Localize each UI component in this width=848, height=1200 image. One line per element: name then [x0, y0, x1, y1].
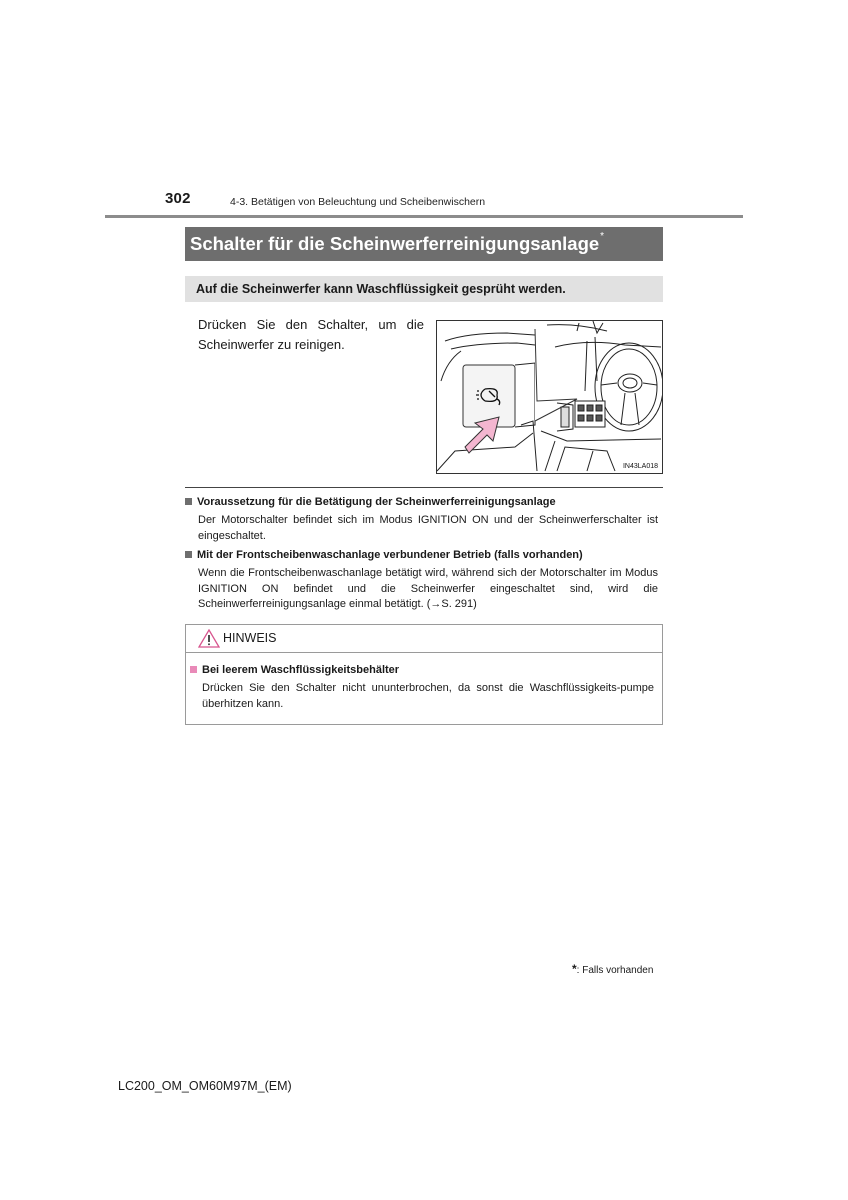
- dashboard-drawing: [437, 321, 662, 473]
- chapter-title: 4-3. Betätigen von Beleuchtung und Scheibenwischern: [230, 196, 486, 208]
- figure-code: IN43LA018: [622, 463, 658, 470]
- section-subtitle: Auf die Scheinwerfer kann Waschflüssigkeit gesprüht werden.: [185, 276, 663, 302]
- notice-label: HINWEIS: [223, 631, 277, 645]
- section-title: [185, 227, 663, 261]
- header-divider: [105, 215, 743, 218]
- section-heading-1: [185, 495, 556, 509]
- document-code: LC200_OM_OM60M97M_(EM): [118, 1079, 292, 1093]
- section-heading-2: [185, 548, 583, 562]
- notice-heading: [190, 664, 399, 676]
- section-text-2: Wenn die Frontscheibenwaschanlage betätigt wird, während sich der Motorschalter im Modus IGNITION ON befindet und die Scheinwerfer eingeschaltet sind, wird die Scheinwerferreinigungsanlage einmal betätigt. (→S. 291): [198, 567, 658, 610]
- notice-text: Drücken Sie den Schalter nicht ununterbrochen, da sonst die Waschflüssigkeits-pumpe überhitzen kann.: [202, 682, 654, 710]
- warning-triangle-icon: [198, 629, 220, 648]
- notice-header: [186, 625, 662, 653]
- footnote: [572, 962, 653, 976]
- intro-text: Drücken Sie den Schalter, um die Scheinwerfer zu reinigen.: [198, 317, 424, 352]
- notice-box: [185, 624, 663, 725]
- footnote-text: : Falls vorhanden: [576, 965, 654, 976]
- section-text-1: Der Motorschalter befindet sich im Modus IGNITION ON und der Scheinwerferschalter ist eingeschaltet.: [198, 514, 658, 542]
- page-number: 302: [165, 190, 191, 207]
- section-title-text: Schalter für die Scheinwerferreinigungsanlage: [190, 233, 600, 254]
- section-divider: [185, 487, 663, 488]
- footnote-star: *: [572, 962, 577, 976]
- section-heading-1-text: Voraussetzung für die Betätigung der Scheinwerferreinigungsanlage: [197, 496, 556, 508]
- dashboard-illustration: [436, 320, 663, 474]
- footnote-marker: *: [600, 231, 605, 242]
- section-heading-2-text: Mit der Frontscheibenwaschanlage verbundener Betrieb (falls vorhanden): [197, 549, 583, 561]
- square-bullet-icon: [185, 551, 192, 558]
- notice-heading-text: Bei leerem Waschflüssigkeitsbehälter: [202, 664, 400, 676]
- square-bullet-icon: [185, 498, 192, 505]
- pink-square-bullet-icon: [190, 666, 197, 673]
